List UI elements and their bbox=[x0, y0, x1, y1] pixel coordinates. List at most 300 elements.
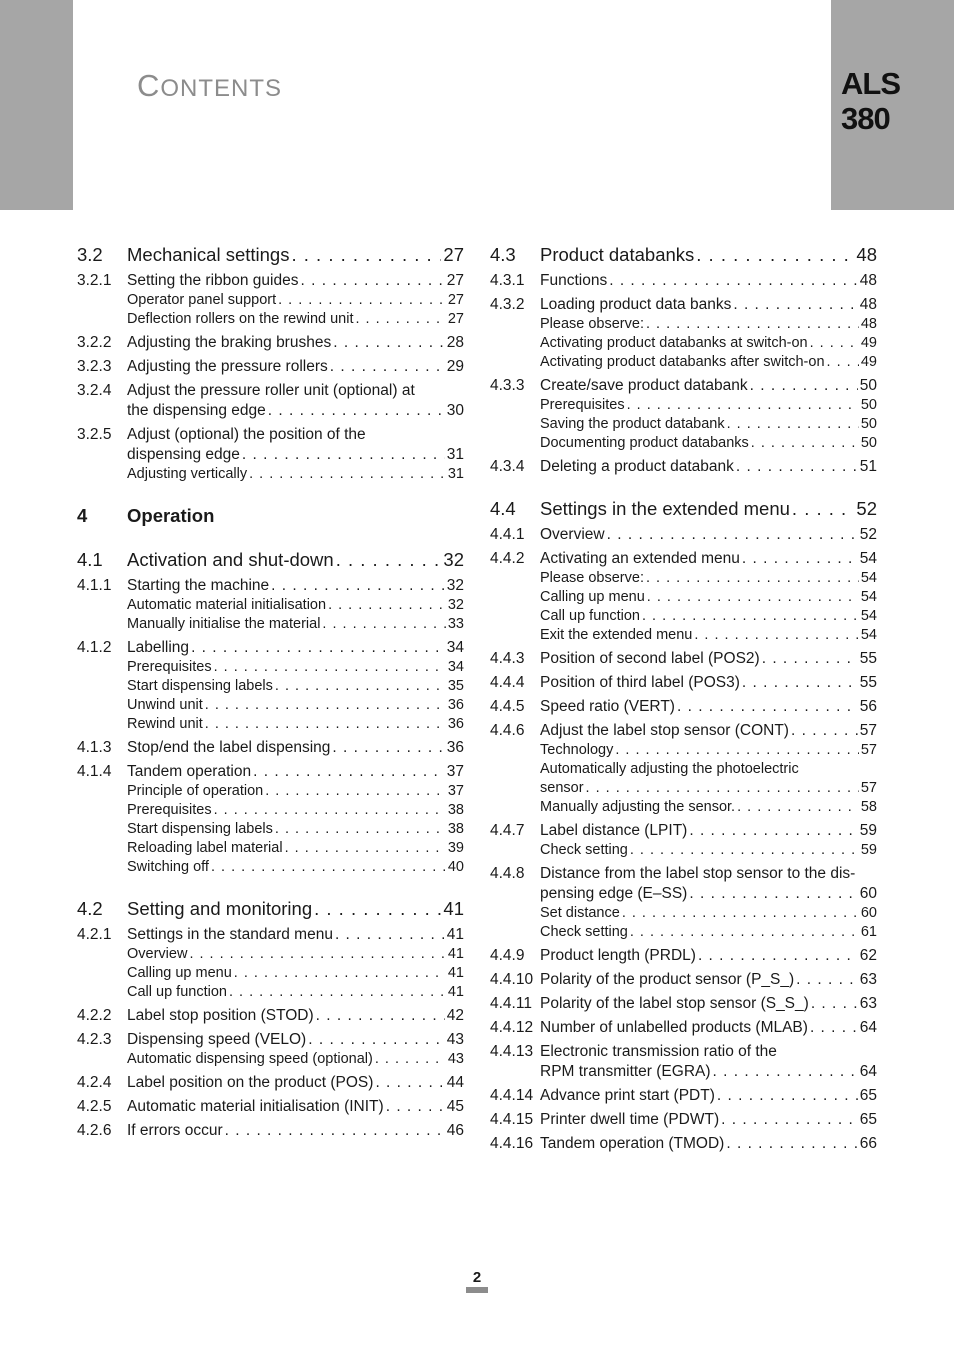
toc-dot-leader bbox=[189, 945, 445, 964]
toc-dot-leader bbox=[214, 658, 446, 677]
toc-dot-leader bbox=[646, 569, 859, 588]
toc-entry[interactable] bbox=[77, 738, 464, 758]
toc-entry-title: dispensing edge bbox=[127, 446, 240, 463]
toc-entry-line bbox=[540, 1134, 877, 1154]
toc-entry-title: Manually initialise the material bbox=[127, 616, 321, 632]
toc-entry[interactable] bbox=[77, 638, 464, 658]
toc-page-number: 43 bbox=[447, 1051, 464, 1067]
toc-entry-title: Product databanks bbox=[540, 244, 695, 265]
toc-entry-line bbox=[540, 779, 877, 798]
toc-page-number: 31 bbox=[446, 446, 464, 463]
toc-entry-title: Label distance (LPIT) bbox=[540, 822, 688, 839]
toc-entry-title: Operation bbox=[127, 505, 215, 526]
toc-entry-number: 4.2 bbox=[77, 898, 103, 919]
toc-entry-line bbox=[540, 721, 877, 741]
toc-entry-number: 3.2.4 bbox=[77, 382, 112, 399]
toc-entry-number: 4.3.3 bbox=[490, 377, 525, 394]
toc-entry-line bbox=[540, 525, 877, 545]
toc-page-number: 45 bbox=[446, 1098, 464, 1115]
toc-entry-line bbox=[540, 588, 877, 607]
toc-entry[interactable] bbox=[490, 864, 877, 904]
toc-entry-title: Activating product databanks at switch-on bbox=[540, 335, 808, 351]
toc-dot-leader bbox=[205, 696, 446, 715]
toc-entry[interactable] bbox=[490, 376, 877, 396]
toc-entry[interactable] bbox=[490, 353, 877, 372]
toc-dot-leader bbox=[742, 549, 858, 569]
toc-entry-number: 3.2.3 bbox=[77, 358, 112, 375]
toc-entry-line bbox=[540, 353, 877, 372]
toc-entry-number: 4.4.1 bbox=[490, 526, 525, 543]
toc-entry-line bbox=[127, 1097, 464, 1117]
toc-entry-line bbox=[540, 569, 877, 588]
toc-entry[interactable] bbox=[490, 970, 877, 990]
toc-entry-title: Activation and shut-down bbox=[127, 549, 334, 570]
toc-entry-title: Deflection rollers on the rewind unit bbox=[127, 311, 354, 327]
toc-dot-leader bbox=[271, 576, 445, 596]
toc-entry-title: Setting the ribbon guides bbox=[127, 272, 299, 289]
product-line-2: 380 bbox=[841, 101, 890, 136]
toc-dot-leader bbox=[386, 1097, 445, 1117]
toc-dot-leader bbox=[677, 697, 858, 717]
toc-entry-line bbox=[127, 858, 464, 877]
toc-entry-line bbox=[540, 884, 877, 904]
toc-dot-leader bbox=[642, 607, 859, 626]
toc-page-number: 48 bbox=[860, 316, 877, 332]
toc-page-number: 37 bbox=[446, 763, 464, 780]
toc-entry[interactable] bbox=[490, 649, 877, 669]
toc-entry-number: 4.1.1 bbox=[77, 577, 112, 594]
toc-entry-title: Settings in the standard menu bbox=[127, 926, 333, 943]
toc-entry-title: Calling up menu bbox=[540, 589, 645, 605]
toc-entry-line bbox=[540, 549, 877, 569]
toc-page-number: 41 bbox=[447, 984, 464, 1000]
toc-page-number: 66 bbox=[859, 1135, 877, 1152]
toc-entry-line bbox=[127, 1006, 464, 1026]
toc-page-number: 49 bbox=[860, 335, 877, 351]
toc-entry[interactable] bbox=[77, 333, 464, 353]
toc-entry-line bbox=[127, 820, 464, 839]
toc-entry-line bbox=[540, 243, 877, 267]
toc-entry[interactable] bbox=[77, 243, 464, 267]
toc-entry-title: Distance from the label stop sensor to the dis- bbox=[540, 865, 856, 882]
toc-entry[interactable] bbox=[77, 1006, 464, 1026]
toc-entry-line bbox=[540, 904, 877, 923]
header-band bbox=[0, 0, 954, 210]
toc-entry[interactable] bbox=[490, 741, 877, 760]
toc-entry[interactable] bbox=[77, 839, 464, 858]
toc-entry-line bbox=[540, 760, 877, 779]
toc-page-number: 54 bbox=[860, 608, 877, 624]
toc-entry[interactable] bbox=[490, 549, 877, 569]
toc-page-number: 48 bbox=[856, 244, 877, 265]
toc-entry[interactable] bbox=[77, 504, 464, 528]
toc-entry[interactable] bbox=[77, 576, 464, 596]
toc-entry[interactable] bbox=[490, 271, 877, 291]
toc-entry-line bbox=[127, 401, 464, 421]
toc-entry-line bbox=[540, 396, 877, 415]
toc-entry-title: pensing edge (E–SS) bbox=[540, 885, 688, 902]
toc-dot-leader bbox=[717, 1086, 858, 1106]
toc-entry-number: 4.4.7 bbox=[490, 822, 525, 839]
toc-entry[interactable] bbox=[77, 465, 464, 484]
toc-dot-leader bbox=[375, 1050, 446, 1069]
toc-entry-number: 4.4.14 bbox=[490, 1087, 534, 1104]
toc-entry[interactable] bbox=[77, 615, 464, 634]
toc-entry-title: Automatic material initialisation (INIT) bbox=[127, 1098, 384, 1115]
toc-entry[interactable] bbox=[490, 697, 877, 717]
toc-entry-number: 4.2.2 bbox=[77, 1007, 112, 1024]
toc-entry[interactable] bbox=[490, 1018, 877, 1038]
toc-entry[interactable] bbox=[490, 525, 877, 545]
toc-page-number: 59 bbox=[859, 822, 877, 839]
toc-entry[interactable] bbox=[490, 721, 877, 741]
toc-entry[interactable] bbox=[77, 1097, 464, 1117]
toc-entry[interactable] bbox=[77, 291, 464, 310]
toc-entry-title: Adjusting the braking brushes bbox=[127, 334, 332, 351]
toc-entry-title: Check setting bbox=[540, 924, 628, 940]
toc-entry[interactable] bbox=[490, 334, 877, 353]
toc-entry-title: Automatic material initialisation bbox=[127, 597, 327, 613]
toc-page-number: 27 bbox=[446, 272, 464, 289]
toc-page-number: 48 bbox=[859, 272, 877, 289]
toc-entry[interactable] bbox=[490, 569, 877, 588]
toc-entry-title: Automatic dispensing speed (optional) bbox=[127, 1051, 373, 1067]
toc-entry-title: Adjust (optional) the position of the bbox=[127, 426, 366, 443]
toc-entry-line bbox=[540, 271, 877, 291]
toc-entry[interactable] bbox=[490, 457, 877, 477]
toc-entry[interactable] bbox=[77, 858, 464, 877]
toc-entry[interactable] bbox=[490, 841, 877, 860]
toc-entry-title: Call up function bbox=[127, 984, 227, 1000]
toc-entry-line bbox=[540, 607, 877, 626]
left-gray-tab bbox=[0, 0, 73, 210]
toc-dot-leader bbox=[646, 315, 859, 334]
toc-entry[interactable] bbox=[490, 1134, 877, 1154]
toc-entry-title: Loading product data banks bbox=[540, 296, 732, 313]
toc-entry-number: 4.2.3 bbox=[77, 1031, 112, 1048]
toc-page-number: 32 bbox=[447, 597, 464, 613]
toc-entry-title: Functions bbox=[540, 272, 608, 289]
toc-entry-number: 4 bbox=[77, 505, 88, 526]
toc-dot-leader bbox=[291, 243, 441, 267]
toc-dot-leader bbox=[698, 946, 858, 966]
toc-entry-title: Prerequisites bbox=[127, 802, 212, 818]
section-gap bbox=[77, 528, 464, 548]
toc-entry-title: Set distance bbox=[540, 905, 620, 921]
toc-entry-line bbox=[540, 923, 877, 942]
toc-dot-leader bbox=[249, 465, 446, 484]
toc-entry-number: 4.4.8 bbox=[490, 865, 525, 882]
toc-page-number: 41 bbox=[447, 946, 464, 962]
page-title bbox=[137, 68, 282, 104]
toc-dot-leader bbox=[713, 1062, 858, 1082]
toc-entry[interactable] bbox=[77, 897, 464, 921]
toc-entry-line bbox=[127, 291, 464, 310]
toc-page-number: 65 bbox=[859, 1087, 877, 1104]
toc-entry[interactable] bbox=[77, 1030, 464, 1050]
toc-entry-number: 4.4.9 bbox=[490, 947, 525, 964]
toc-entry[interactable] bbox=[77, 1050, 464, 1069]
toc-entry-number: 4.1.2 bbox=[77, 639, 112, 656]
toc-page-number: 64 bbox=[859, 1019, 877, 1036]
toc-entry-number: 4.2.1 bbox=[77, 926, 112, 943]
toc-entry-title: Reloading label material bbox=[127, 840, 283, 856]
toc-dot-leader bbox=[609, 271, 858, 291]
toc-entry[interactable] bbox=[77, 357, 464, 377]
toc-entry-number: 4.2.5 bbox=[77, 1098, 112, 1115]
toc-entry-title: Activating product databanks after switch-on bbox=[540, 354, 825, 370]
toc-entry-number: 4.4.13 bbox=[490, 1043, 534, 1060]
toc-entry-title: Start dispensing labels bbox=[127, 678, 273, 694]
toc-dot-leader bbox=[727, 415, 859, 434]
toc-dot-leader bbox=[737, 798, 859, 817]
toc-dot-leader bbox=[242, 445, 445, 465]
toc-dot-leader bbox=[736, 457, 858, 477]
toc-entry-title: Adjusting the pressure rollers bbox=[127, 358, 328, 375]
toc-page-number: 28 bbox=[446, 334, 464, 351]
toc-entry-line bbox=[127, 425, 464, 445]
toc-entry-line bbox=[540, 334, 877, 353]
toc-entry-title: Start dispensing labels bbox=[127, 821, 273, 837]
toc-entry-title: Product length (PRDL) bbox=[540, 947, 696, 964]
toc-dot-leader bbox=[285, 839, 446, 858]
toc-dot-leader bbox=[330, 357, 445, 377]
toc-page-number: 60 bbox=[860, 905, 877, 921]
toc-entry[interactable] bbox=[490, 1110, 877, 1130]
toc-entry[interactable] bbox=[77, 548, 464, 572]
toc-dot-leader bbox=[253, 762, 445, 782]
toc-entry[interactable] bbox=[77, 658, 464, 677]
toc-entry[interactable] bbox=[77, 820, 464, 839]
product-line-1: ALS bbox=[841, 66, 900, 101]
toc-dot-leader bbox=[355, 310, 445, 329]
toc-dot-leader bbox=[234, 964, 446, 983]
toc-entry[interactable] bbox=[490, 946, 877, 966]
toc-page-number: 56 bbox=[859, 698, 877, 715]
toc-entry[interactable] bbox=[77, 271, 464, 291]
toc-dot-leader bbox=[811, 994, 858, 1014]
toc-entry[interactable] bbox=[77, 1073, 464, 1093]
toc-page-number: 52 bbox=[856, 498, 877, 519]
toc-entry-title: the dispensing edge bbox=[127, 402, 266, 419]
toc-dot-leader bbox=[721, 1110, 858, 1130]
toc-entry-line bbox=[540, 497, 877, 521]
toc-page-number: 51 bbox=[859, 458, 877, 475]
toc-entry-title: Documenting product databanks bbox=[540, 435, 749, 451]
toc-entry-line bbox=[540, 1110, 877, 1130]
toc-entry-line bbox=[127, 738, 464, 758]
toc-entry-title: Rewind unit bbox=[127, 716, 203, 732]
toc-entry[interactable] bbox=[77, 782, 464, 801]
toc-entry[interactable] bbox=[77, 310, 464, 329]
toc-entry-title: Please observe: bbox=[540, 316, 644, 332]
toc-entry[interactable] bbox=[77, 801, 464, 820]
toc-entry[interactable] bbox=[490, 1086, 877, 1106]
toc-entry-title: Activating an extended menu bbox=[540, 550, 740, 567]
toc-page-number: 61 bbox=[860, 924, 877, 940]
toc-entry-line bbox=[127, 782, 464, 801]
toc-entry-line bbox=[540, 798, 877, 817]
toc-entry-number: 4.4.2 bbox=[490, 550, 525, 567]
toc-page-number: 60 bbox=[859, 885, 877, 902]
toc-entry-number: 4.4.11 bbox=[490, 995, 532, 1012]
toc-entry-line bbox=[540, 994, 877, 1014]
toc-dot-leader bbox=[810, 334, 859, 353]
toc-entry-title: Please observe: bbox=[540, 570, 644, 586]
toc-page-number: 36 bbox=[446, 739, 464, 756]
toc-entry[interactable] bbox=[490, 607, 877, 626]
toc-entry-line bbox=[127, 762, 464, 782]
toc-dot-leader bbox=[191, 638, 445, 658]
toc-page-number: 54 bbox=[860, 589, 877, 605]
toc-entry[interactable] bbox=[490, 295, 877, 315]
toc-entry[interactable] bbox=[490, 415, 877, 434]
toc-dot-leader bbox=[335, 925, 445, 945]
toc-page-number: 44 bbox=[446, 1074, 464, 1091]
toc-entry-title: Speed ratio (VERT) bbox=[540, 698, 675, 715]
toc-page-number: 46 bbox=[446, 1122, 464, 1139]
toc-entry[interactable] bbox=[490, 396, 877, 415]
toc-entry-line bbox=[127, 445, 464, 465]
toc-dot-leader bbox=[314, 897, 441, 921]
toc-entry[interactable] bbox=[490, 1042, 877, 1082]
toc-entry[interactable] bbox=[77, 696, 464, 715]
toc-entry[interactable] bbox=[77, 715, 464, 734]
toc-dot-leader bbox=[308, 1030, 445, 1050]
toc-entry-number: 4.4.15 bbox=[490, 1111, 534, 1128]
toc-dot-leader bbox=[322, 615, 445, 634]
toc-entry-line bbox=[540, 970, 877, 990]
toc-entry-title: Electronic transmission ratio of the bbox=[540, 1043, 777, 1060]
toc-entry-title: Printer dwell time (PDWT) bbox=[540, 1111, 720, 1128]
toc-entry-title: If errors occur bbox=[127, 1122, 223, 1139]
toc-entry[interactable] bbox=[490, 923, 877, 942]
toc-entry[interactable] bbox=[77, 983, 464, 1002]
toc-dot-leader bbox=[268, 401, 445, 421]
toc-entry[interactable] bbox=[490, 798, 877, 817]
toc-entry[interactable] bbox=[490, 904, 877, 923]
toc-page-number: 27 bbox=[443, 244, 464, 265]
toc-entry-number: 4.3.1 bbox=[490, 272, 525, 289]
toc-entry-line bbox=[540, 697, 877, 717]
toc-entry[interactable] bbox=[490, 497, 877, 521]
toc-entry-line bbox=[540, 649, 877, 669]
toc-entry-line bbox=[127, 615, 464, 634]
toc-page-number: 39 bbox=[447, 840, 464, 856]
toc-entry-line bbox=[127, 696, 464, 715]
toc-entry[interactable] bbox=[490, 243, 877, 267]
toc-dot-leader bbox=[229, 983, 446, 1002]
toc-page-number: 34 bbox=[446, 639, 464, 656]
toc-entry[interactable] bbox=[490, 315, 877, 334]
toc-entry-title: Stop/end the label dispensing bbox=[127, 739, 331, 756]
toc-entry[interactable] bbox=[77, 381, 464, 421]
toc-dot-leader bbox=[333, 333, 445, 353]
toc-entry[interactable] bbox=[77, 762, 464, 782]
toc-entry-line bbox=[127, 465, 464, 484]
toc-entry[interactable] bbox=[490, 626, 877, 645]
toc-entry-number: 3.2.1 bbox=[77, 272, 112, 289]
toc-entry[interactable] bbox=[77, 945, 464, 964]
toc-entry[interactable] bbox=[77, 1121, 464, 1141]
toc-entry[interactable] bbox=[77, 677, 464, 696]
toc-dot-leader bbox=[796, 970, 858, 990]
toc-page-number: 55 bbox=[859, 674, 877, 691]
toc-entry[interactable] bbox=[77, 964, 464, 983]
toc-page-number: 58 bbox=[860, 799, 877, 815]
toc-entry-title: Prerequisites bbox=[540, 397, 625, 413]
toc-page-number: 54 bbox=[860, 570, 877, 586]
toc-entry-title: sensor bbox=[540, 780, 584, 796]
toc-entry-title: RPM transmitter (EGRA) bbox=[540, 1063, 711, 1080]
toc-entry-line bbox=[127, 638, 464, 658]
toc-page-number: 64 bbox=[859, 1063, 877, 1080]
toc-page-number: 54 bbox=[860, 627, 877, 643]
toc-dot-leader bbox=[332, 738, 444, 758]
toc-entry-line bbox=[127, 925, 464, 945]
toc-entry-line bbox=[127, 596, 464, 615]
toc-entry[interactable] bbox=[490, 994, 877, 1014]
toc-page-number: 50 bbox=[860, 416, 877, 432]
toc-entry[interactable] bbox=[490, 434, 877, 453]
toc-page-number: 41 bbox=[447, 965, 464, 981]
toc-entry[interactable] bbox=[490, 673, 877, 693]
toc-entry-title: Tandem operation (TMOD) bbox=[540, 1135, 725, 1152]
toc-entry-line bbox=[540, 626, 877, 645]
toc-page-number: 42 bbox=[446, 1007, 464, 1024]
toc-dot-leader bbox=[336, 548, 442, 572]
toc-page-number: 29 bbox=[446, 358, 464, 375]
toc-entry-title: Position of third label (POS3) bbox=[540, 674, 740, 691]
section-gap bbox=[77, 484, 464, 504]
toc-entry-title: Unwind unit bbox=[127, 697, 203, 713]
toc-entry-line bbox=[127, 576, 464, 596]
toc-entry[interactable] bbox=[490, 821, 877, 841]
toc-entry-number: 3.2.5 bbox=[77, 426, 112, 443]
toc-entry-line bbox=[540, 741, 877, 760]
toc-page-number: 38 bbox=[447, 821, 464, 837]
toc-entry-number: 3.2.2 bbox=[77, 334, 112, 351]
toc-entry[interactable] bbox=[490, 588, 877, 607]
toc-page-number: 41 bbox=[443, 898, 464, 919]
toc-entry-title: Setting and monitoring bbox=[127, 898, 313, 919]
toc-entry-number: 4.4.10 bbox=[490, 971, 534, 988]
toc-dot-leader bbox=[214, 801, 446, 820]
toc-entry-number: 4.4.3 bbox=[490, 650, 525, 667]
toc-page-number: 49 bbox=[860, 354, 877, 370]
toc-entry-title: Label position on the product (POS) bbox=[127, 1074, 374, 1091]
toc-page-number: 31 bbox=[447, 466, 464, 482]
toc-page-number: 41 bbox=[446, 926, 464, 943]
toc-entry-title: Automatically adjusting the photoelectric bbox=[540, 761, 799, 777]
toc-entry-line bbox=[127, 504, 464, 528]
toc-dot-leader bbox=[742, 673, 858, 693]
toc-entry[interactable] bbox=[490, 760, 877, 798]
toc-dot-leader bbox=[627, 396, 859, 415]
toc-entry-line bbox=[540, 295, 877, 315]
toc-entry-number: 4.2.4 bbox=[77, 1074, 112, 1091]
toc-entry-line bbox=[127, 839, 464, 858]
toc-entry[interactable] bbox=[77, 925, 464, 945]
toc-dot-leader bbox=[300, 271, 444, 291]
toc-entry-title: Polarity of the label stop sensor (S_S_) bbox=[540, 995, 809, 1012]
toc-page-number: 63 bbox=[859, 995, 877, 1012]
toc-entry-number: 4.3.2 bbox=[490, 296, 525, 313]
toc-dot-leader bbox=[751, 434, 859, 453]
toc-entry[interactable] bbox=[77, 596, 464, 615]
toc-page-number: 48 bbox=[859, 296, 877, 313]
toc-entry[interactable] bbox=[77, 425, 464, 465]
